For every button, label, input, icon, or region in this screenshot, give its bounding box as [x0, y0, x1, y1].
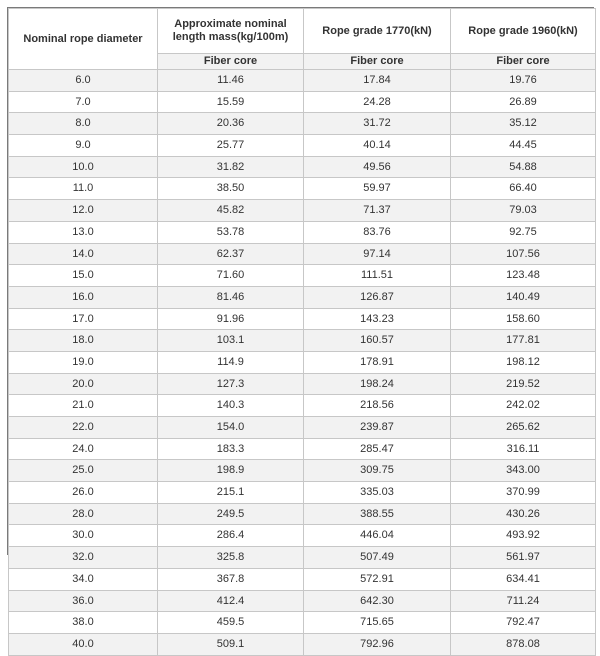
cell-grade-1770: 160.57 — [304, 330, 451, 352]
cell-grade-1960: 265.62 — [451, 417, 596, 439]
cell-mass: 198.9 — [158, 460, 304, 482]
cell-mass: 412.4 — [158, 590, 304, 612]
cell-diameter: 11.0 — [9, 178, 158, 200]
cell-mass: 15.59 — [158, 91, 304, 113]
cell-grade-1960: 177.81 — [451, 330, 596, 352]
table-row — [9, 135, 596, 157]
cell-diameter: 20.0 — [9, 373, 158, 395]
table-row — [9, 373, 596, 395]
cell-grade-1770: 17.84 — [304, 70, 451, 92]
cell-diameter: 19.0 — [9, 351, 158, 373]
table-header — [9, 9, 596, 70]
cell-grade-1770: 178.91 — [304, 351, 451, 373]
cell-grade-1770: 218.56 — [304, 395, 451, 417]
table-row — [9, 70, 596, 92]
header-length-mass: Approximate nominal length mass(kg/100m) — [158, 9, 304, 54]
table-row — [9, 178, 596, 200]
cell-diameter: 36.0 — [9, 590, 158, 612]
cell-grade-1960: 66.40 — [451, 178, 596, 200]
cell-grade-1770: 97.14 — [304, 243, 451, 265]
table-row — [9, 612, 596, 634]
table-row — [9, 113, 596, 135]
table-row — [9, 395, 596, 417]
cell-diameter: 8.0 — [9, 113, 158, 135]
cell-grade-1960: 123.48 — [451, 265, 596, 287]
cell-diameter: 18.0 — [9, 330, 158, 352]
cell-grade-1770: 83.76 — [304, 221, 451, 243]
cell-diameter: 14.0 — [9, 243, 158, 265]
cell-mass: 53.78 — [158, 221, 304, 243]
cell-grade-1770: 309.75 — [304, 460, 451, 482]
table-row — [9, 265, 596, 287]
cell-grade-1960: 711.24 — [451, 590, 596, 612]
cell-mass: 114.9 — [158, 351, 304, 373]
cell-grade-1960: 878.08 — [451, 633, 596, 655]
cell-grade-1770: 49.56 — [304, 156, 451, 178]
rope-spec-table — [8, 8, 596, 656]
cell-mass: 38.50 — [158, 178, 304, 200]
cell-grade-1770: 31.72 — [304, 113, 451, 135]
table-row — [9, 503, 596, 525]
cell-diameter: 22.0 — [9, 417, 158, 439]
table-body — [9, 70, 596, 656]
cell-grade-1960: 430.26 — [451, 503, 596, 525]
cell-diameter: 40.0 — [9, 633, 158, 655]
cell-grade-1770: 111.51 — [304, 265, 451, 287]
cell-mass: 325.8 — [158, 547, 304, 569]
cell-mass: 20.36 — [158, 113, 304, 135]
cell-grade-1770: 507.49 — [304, 547, 451, 569]
cell-grade-1770: 126.87 — [304, 286, 451, 308]
header-nominal-diameter: Nominal rope diameter — [9, 9, 158, 70]
cell-grade-1960: 54.88 — [451, 156, 596, 178]
cell-diameter: 9.0 — [9, 135, 158, 157]
cell-diameter: 30.0 — [9, 525, 158, 547]
cell-grade-1960: 79.03 — [451, 200, 596, 222]
cell-grade-1960: 44.45 — [451, 135, 596, 157]
cell-grade-1960: 370.99 — [451, 482, 596, 504]
cell-grade-1770: 40.14 — [304, 135, 451, 157]
cell-mass: 154.0 — [158, 417, 304, 439]
cell-grade-1770: 715.65 — [304, 612, 451, 634]
cell-grade-1960: 242.02 — [451, 395, 596, 417]
cell-grade-1770: 572.91 — [304, 568, 451, 590]
table-row — [9, 308, 596, 330]
cell-mass: 31.82 — [158, 156, 304, 178]
rope-spec-table-frame — [7, 7, 594, 650]
cell-mass: 45.82 — [158, 200, 304, 222]
cell-mass: 459.5 — [158, 612, 304, 634]
table-row — [9, 200, 596, 222]
cell-grade-1770: 24.28 — [304, 91, 451, 113]
table-row — [9, 482, 596, 504]
cell-grade-1960: 316.11 — [451, 438, 596, 460]
cell-diameter: 7.0 — [9, 91, 158, 113]
subheader-mass-core: Fiber core — [158, 54, 304, 70]
cell-grade-1770: 198.24 — [304, 373, 451, 395]
table-row — [9, 243, 596, 265]
cell-diameter: 17.0 — [9, 308, 158, 330]
cell-mass: 249.5 — [158, 503, 304, 525]
header-grade-1960: Rope grade 1960(kN) — [451, 9, 596, 54]
cell-diameter: 16.0 — [9, 286, 158, 308]
cell-grade-1960: 35.12 — [451, 113, 596, 135]
cell-diameter: 25.0 — [9, 460, 158, 482]
cell-mass: 183.3 — [158, 438, 304, 460]
table-row — [9, 525, 596, 547]
table-row — [9, 156, 596, 178]
cell-grade-1960: 140.49 — [451, 286, 596, 308]
cell-diameter: 38.0 — [9, 612, 158, 634]
cell-diameter: 12.0 — [9, 200, 158, 222]
table-row — [9, 417, 596, 439]
table-row — [9, 568, 596, 590]
header-grade-1770: Rope grade 1770(kN) — [304, 9, 451, 54]
cell-diameter: 13.0 — [9, 221, 158, 243]
cell-diameter: 6.0 — [9, 70, 158, 92]
cell-mass: 81.46 — [158, 286, 304, 308]
cell-diameter: 26.0 — [9, 482, 158, 504]
cell-mass: 127.3 — [158, 373, 304, 395]
cell-mass: 62.37 — [158, 243, 304, 265]
cell-mass: 91.96 — [158, 308, 304, 330]
table-row — [9, 330, 596, 352]
subheader-1770-core: Fiber core — [304, 54, 451, 70]
table-row — [9, 286, 596, 308]
cell-grade-1770: 792.96 — [304, 633, 451, 655]
cell-grade-1960: 92.75 — [451, 221, 596, 243]
cell-diameter: 10.0 — [9, 156, 158, 178]
cell-diameter: 24.0 — [9, 438, 158, 460]
cell-grade-1960: 107.56 — [451, 243, 596, 265]
cell-grade-1770: 59.97 — [304, 178, 451, 200]
cell-mass: 509.1 — [158, 633, 304, 655]
cell-grade-1960: 493.92 — [451, 525, 596, 547]
cell-mass: 215.1 — [158, 482, 304, 504]
cell-grade-1770: 143.23 — [304, 308, 451, 330]
cell-grade-1770: 446.04 — [304, 525, 451, 547]
cell-grade-1960: 198.12 — [451, 351, 596, 373]
cell-diameter: 15.0 — [9, 265, 158, 287]
table-row — [9, 547, 596, 569]
cell-grade-1770: 285.47 — [304, 438, 451, 460]
header-row — [9, 9, 596, 54]
table-row — [9, 438, 596, 460]
cell-diameter: 28.0 — [9, 503, 158, 525]
cell-grade-1960: 219.52 — [451, 373, 596, 395]
cell-grade-1960: 26.89 — [451, 91, 596, 113]
cell-mass: 71.60 — [158, 265, 304, 287]
table-row — [9, 460, 596, 482]
cell-grade-1960: 561.97 — [451, 547, 596, 569]
table-row — [9, 633, 596, 655]
cell-grade-1960: 634.41 — [451, 568, 596, 590]
cell-mass: 25.77 — [158, 135, 304, 157]
table-row — [9, 221, 596, 243]
cell-mass: 367.8 — [158, 568, 304, 590]
cell-grade-1960: 792.47 — [451, 612, 596, 634]
cell-diameter: 21.0 — [9, 395, 158, 417]
cell-grade-1960: 158.60 — [451, 308, 596, 330]
cell-mass: 286.4 — [158, 525, 304, 547]
cell-mass: 140.3 — [158, 395, 304, 417]
cell-mass: 11.46 — [158, 70, 304, 92]
cell-grade-1770: 642.30 — [304, 590, 451, 612]
cell-diameter: 32.0 — [9, 547, 158, 569]
subheader-1960-core: Fiber core — [451, 54, 596, 70]
cell-grade-1770: 335.03 — [304, 482, 451, 504]
table-row — [9, 91, 596, 113]
table-row — [9, 351, 596, 373]
cell-grade-1770: 71.37 — [304, 200, 451, 222]
cell-grade-1960: 343.00 — [451, 460, 596, 482]
cell-mass: 103.1 — [158, 330, 304, 352]
cell-diameter: 34.0 — [9, 568, 158, 590]
cell-grade-1960: 19.76 — [451, 70, 596, 92]
cell-grade-1770: 239.87 — [304, 417, 451, 439]
cell-grade-1770: 388.55 — [304, 503, 451, 525]
table-row — [9, 590, 596, 612]
